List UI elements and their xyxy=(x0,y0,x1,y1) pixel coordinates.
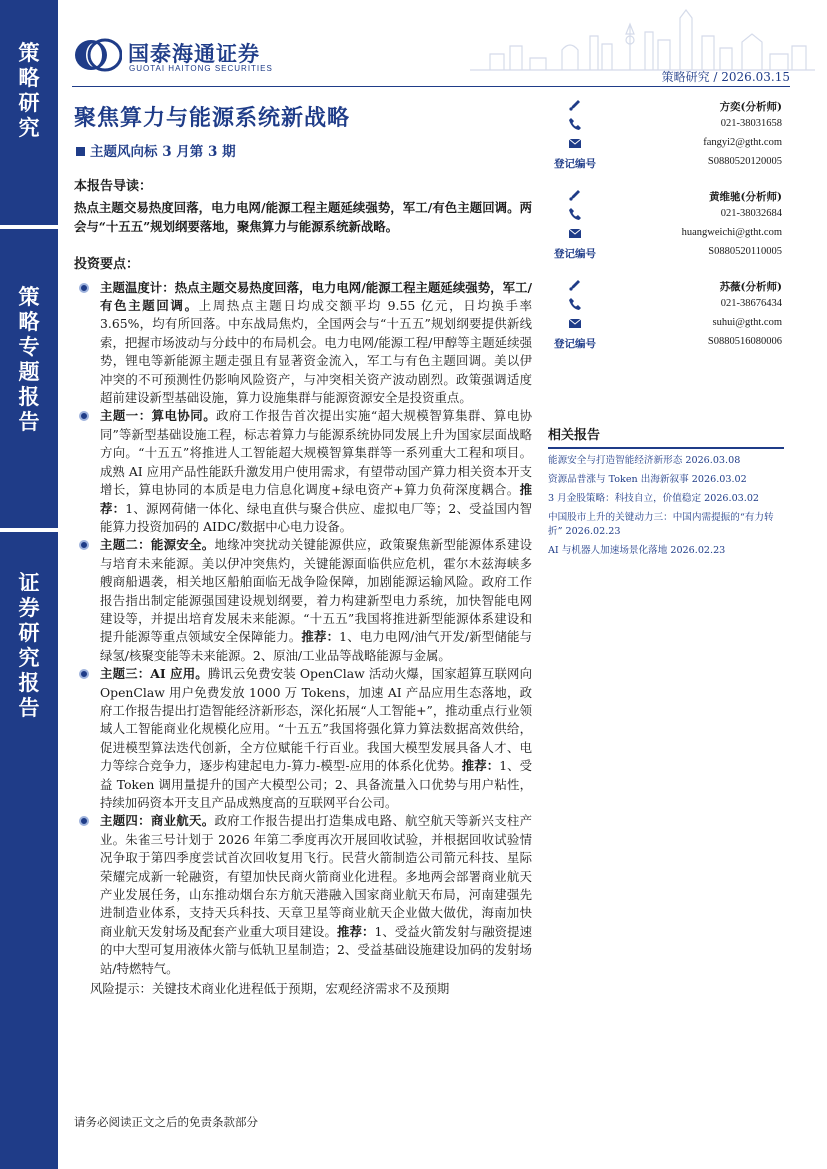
report-subtitle-text: 主题风向标 3 月第 3 期 xyxy=(90,144,236,160)
phone-icon xyxy=(568,207,582,221)
sidebar-char: 略 xyxy=(18,65,40,90)
mail-icon xyxy=(568,316,582,330)
report-category-date: 策略研究 / 2026.03.15 xyxy=(661,70,790,84)
report-subtitle xyxy=(76,140,236,160)
related-report-link[interactable]: 能源安全与打造智能经济新形态 2026.03.08 xyxy=(548,455,741,466)
risk-warning: 风险提示：关键技术商业化进程低于预期，宏观经济需求不及预期 xyxy=(90,981,450,997)
analyst-name-row xyxy=(548,186,782,205)
main-content xyxy=(74,178,532,998)
analyst-phone: 021-38676434 xyxy=(720,298,782,309)
investment-bullet xyxy=(74,665,532,812)
related-report-link[interactable]: 资源品普涨与 Token 出海新叙事 2026.03.02 xyxy=(548,474,747,485)
analyst-phone-row xyxy=(548,115,782,134)
analyst-phone: 021-38031658 xyxy=(720,118,782,129)
sidebar-char: 研 xyxy=(18,90,40,115)
recommend-text: 1、受益火箭发射与融资提速的中大型可复用液体火箭与低轨卫星制造；2、受益基础设施建设加码的发射场站/特燃特气。 xyxy=(100,923,533,976)
sidebar-char: 略 xyxy=(18,309,40,334)
analyst-card xyxy=(548,276,782,352)
analyst-phone-row xyxy=(548,205,782,224)
bullet-dot-icon xyxy=(79,816,89,826)
sidebar-char: 券 xyxy=(18,595,40,620)
sidebar-char: 告 xyxy=(18,695,40,720)
sidebar-char: 报 xyxy=(18,384,40,409)
bullet-dot-icon xyxy=(79,411,89,421)
analyst-email[interactable]: suhui@gtht.com xyxy=(712,317,782,328)
analyst-reg-label: 登记编号 xyxy=(554,248,596,260)
investment-bullet xyxy=(74,407,532,536)
bullet-lead: 主题一：算电协同。 xyxy=(100,408,217,424)
analyst-name-row xyxy=(548,96,782,115)
sidebar-char: 题 xyxy=(18,359,40,384)
analyst-name: 方奕(分析师) xyxy=(719,101,782,113)
recommend-label: 推荐： xyxy=(100,482,532,516)
phone-icon xyxy=(568,297,582,311)
recommend-text: 1、电力电网/油气开发/新型储能与绿氢/核聚变能等未来能源。2、原油/工业品等战略能源与金属。 xyxy=(100,629,533,663)
recommend-label: 推荐： xyxy=(301,629,340,645)
sidebar-label-securities-report xyxy=(0,570,58,720)
intro-text: 热点主题交易热度回落，电力电网/能源工程主题延续强势，军工/有色主题回调。两会与“十五五”规划纲要落地，聚焦算力与能源系统新战略。 xyxy=(74,200,532,234)
analyst-reg-number: S0880516080006 xyxy=(707,336,782,347)
logo-text-cn: 国泰海通证券 xyxy=(128,42,260,66)
company-logo-icon xyxy=(74,38,122,72)
sidebar-label-special-report xyxy=(0,284,58,434)
related-report-link[interactable]: AI 与机器人加速场景化落地 2026.02.23 xyxy=(548,545,726,556)
logo-text-en: GUOTAI HAITONG SECURITIES xyxy=(129,64,273,73)
sidebar-char: 究 xyxy=(18,115,40,140)
analyst-name: 黄维驰(分析师) xyxy=(709,191,782,203)
analyst-name-row xyxy=(548,276,782,295)
bullet-body: 上周热点主题日均成交额平均 9.55 亿元，日均换手率 3.65%，均有所回落。中东战局焦灼，全国两会与“十五五”规划纲要提供新线索，把握市场波动与分歧中的布局机会。电力电网/能源工程/甲醇等主题延续强势，锂电等新能源主题走强且有显著资金流入，军工与有色主题回调。美以伊冲突的不可预测性仍影响风险资产，与冲突相关资产波动剧烈。政策强调适度超前建设新型基础设施，算力设施集群与能源资源安全是投资重点。 xyxy=(100,298,533,406)
square-bullet-icon xyxy=(76,147,85,156)
sidebar-label-strategy-research xyxy=(0,40,58,140)
investment-bullet xyxy=(74,812,532,978)
analyst-email-row xyxy=(548,314,782,333)
analyst-reg-row xyxy=(548,333,782,352)
bullet-lead: 主题四：商业航天。 xyxy=(100,813,215,829)
bullet-dot-icon xyxy=(79,283,89,293)
analyst-email-row xyxy=(548,134,782,153)
sidebar-char: 告 xyxy=(18,409,40,434)
sidebar-char: 专 xyxy=(18,334,40,359)
city-skyline-icon xyxy=(470,6,815,72)
left-sidebar xyxy=(0,0,58,1169)
analyst-reg-row xyxy=(548,153,782,172)
sidebar-char: 证 xyxy=(18,570,40,595)
bullet-lead: 主题温度计：热点主题交易热度回落，电力电网/能源工程主题延续强势，军工/有色主题回调。 xyxy=(100,279,532,314)
analyst-reg-row xyxy=(548,243,782,262)
intro-heading: 本报告导读： xyxy=(74,179,153,194)
pen-icon xyxy=(568,98,582,112)
related-reports xyxy=(548,424,784,558)
analyst-phone: 021-38032684 xyxy=(720,208,782,219)
investment-bullet-list xyxy=(74,279,532,978)
bullet-body: 地缘冲突扰动关键能源供应，政策聚焦新型能源体系建设与培育未来能源。美以伊冲突焦灼，关键能源面临供应危机，霍尔木兹海峡多艘商船遇袭，相关地区船舶面临无战争险保障，加剧能源运输风险。政府工作报告指出制定能源强国建设规划纲要，着力构建新型电力系统，加快智能电网建设等，并提出培育发展未来能源。“十五五”我国将推进新型能源体系建设和提升能源等重点领域安全保障能力。 xyxy=(100,537,533,645)
related-report-link[interactable]: 中国股市上升的关键动力三：中国内需提振的“有力转折” 2026.02.23 xyxy=(548,512,774,537)
related-report-link[interactable]: 3 月金股策略：科技自立，价值稳定 2026.03.02 xyxy=(548,493,760,504)
bullet-dot-icon xyxy=(79,540,89,550)
recommend-text: 1、受益 Token 调用量提升的国产大模型公司；2、具备流量入口优势与用户粘性，持续加码资本开支且产品成熟度高的互联网平台公司。 xyxy=(100,758,533,810)
analyst-email[interactable]: huangweichi@gtht.com xyxy=(681,227,782,238)
header-divider xyxy=(72,86,790,87)
investment-bullet xyxy=(74,279,532,408)
mail-icon xyxy=(568,136,582,150)
pen-icon xyxy=(568,278,582,292)
investment-heading: 投资要点： xyxy=(74,257,140,273)
sidebar-char: 策 xyxy=(18,284,40,309)
sidebar-char: 策 xyxy=(18,40,40,65)
sidebar-char: 报 xyxy=(18,670,40,695)
investment-bullet xyxy=(74,536,532,665)
analyst-card xyxy=(548,96,782,172)
sidebar-divider xyxy=(0,225,58,229)
recommend-text: 1、源网荷储一体化、绿电直供与聚合供应、虚拟电厂等；2、受益国内智能算力投资加码的 AIDC/数据中心电力设备。 xyxy=(100,500,532,534)
phone-icon xyxy=(568,117,582,131)
analyst-phone-row xyxy=(548,295,782,314)
analyst-reg-label: 登记编号 xyxy=(554,158,596,170)
pen-icon xyxy=(568,188,582,202)
footer-disclaimer: 请务必阅读正文之后的免责条款部分 xyxy=(74,1115,258,1129)
related-reports-title: 相关报告 xyxy=(548,424,784,449)
analyst-reg-number: S0880520110005 xyxy=(708,246,782,257)
bullet-lead: 主题二：能源安全。 xyxy=(100,537,215,553)
bullet-body: 政府工作报告提出打造集成电路、航空航天等新兴支柱产业。朱雀三号计划于 2026 年第二季度再次开展回收试验，并根据回收试验情况争取于第四季度尝试首次回收复用飞行。民营火箭制造公司箭元科技、星际荣耀完成新一轮融资，有望加快民商火箭商业化进程。多地两会部署商业航天产业发展任务，山东推动烟台东方航天港融入国家商业航天布局，河南建强先进制造业体系，支持天兵科技、天章卫星等商业航天企业做大做优，海南加快商业航天发射场及配套产业重大项目建设。 xyxy=(100,813,533,939)
recommend-label: 推荐： xyxy=(461,758,500,774)
analyst-name: 苏薇(分析师) xyxy=(719,281,782,293)
bullet-body: 政府工作报告首次提出实施“超大规模智算集群、算电协同”等新型基础设施工程，标志着算力与能源系统协同发展上升为国家层面战略方向。“十五五”将推进人工智能超大规模智算集群等一系列重大工程和项目。成熟 AI 应用产品性能跃升激发用户使用需求，有望带动国产算力相关资本开支增长，算电协同的本质是电力信息化调度+绿电资产+算力负荷深度耦合。 xyxy=(100,408,532,498)
mail-icon xyxy=(568,226,582,240)
analyst-reg-label: 登记编号 xyxy=(554,338,596,350)
analyst-reg-number: S0880520120005 xyxy=(707,156,782,167)
analyst-email[interactable]: fangyi2@gtht.com xyxy=(703,137,782,148)
analyst-email-row xyxy=(548,224,782,243)
analyst-panel xyxy=(548,96,782,352)
report-title: 聚焦算力与能源系统新战略 xyxy=(74,105,351,131)
sidebar-char: 究 xyxy=(18,645,40,670)
bullet-lead: 主题三：AI 应用。 xyxy=(100,666,208,682)
recommend-label: 推荐： xyxy=(337,923,375,939)
analyst-card xyxy=(548,186,782,262)
sidebar-char: 研 xyxy=(18,620,40,645)
bullet-body: 腾讯云免费安装 OpenClaw 活动火爆，国家超算互联网向 OpenClaw 用户免费发放 1000 万 Tokens，加速 AI 产品应用生态落地，政府工作报告提出打造智能经济新形态，深化拓展“人工智能+”，推动重点行业领域人工智能商业化规模化应用。“十五五”我国将强化算力算法数据高效供给，促进模型算法迭代创新，全方位赋能千行百业。我国大模型发展具备人才、电力等综合竞争力，逐步构建起电力-算力-模型-应用的体系化优势。 xyxy=(100,666,532,774)
bullet-dot-icon xyxy=(79,669,89,679)
sidebar-divider xyxy=(0,528,58,532)
